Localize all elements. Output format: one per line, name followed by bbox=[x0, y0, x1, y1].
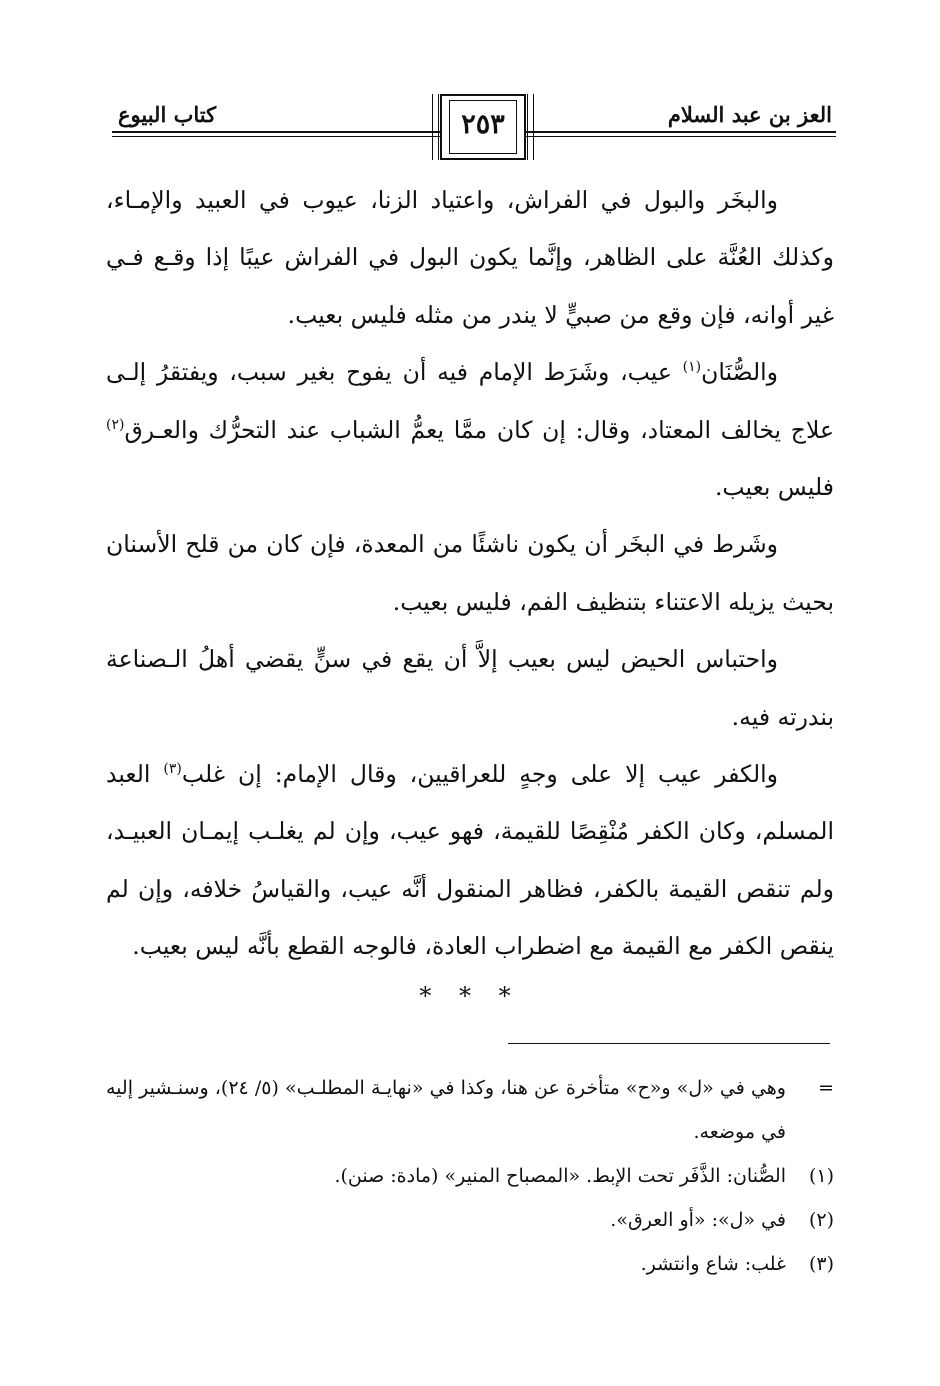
footnote-rule bbox=[508, 1043, 830, 1044]
running-header-section: كتاب البيوع bbox=[118, 102, 217, 127]
footnote bbox=[106, 1154, 834, 1198]
frame-post-right bbox=[527, 94, 534, 160]
footnote-mark: (١) bbox=[808, 1165, 834, 1187]
paragraph bbox=[106, 746, 834, 976]
paragraph: والبخَر والبول في الفراش، واعتياد الزنا، عيوب في العبيد والإمـاء، وكذلك العُنَّة على الظاهر، وإنَّما يكون البول في الفراش عيبًا إذا وقـع فـي غير أوانه، فإن وقع من صبيٍّ لا يندر من مثله فليس بعيب. bbox=[106, 186, 834, 329]
footnote bbox=[106, 1198, 834, 1242]
page-number: ٢٥٣ bbox=[461, 109, 505, 140]
footnote-ref: (١) bbox=[682, 359, 702, 376]
footnote-text: غلب: شاع وانتشر. bbox=[640, 1253, 786, 1275]
footnote-text: وهي في «ل» و«ح» متأخرة عن هنا، وكذا في «نهايـة المطلـب» (٥/ ٢٤)، وسنـشير إليه في موضعه. bbox=[106, 1077, 786, 1143]
paragraph: وشَرط في البخَر أن يكون ناشئًا من المعدة، فإن كان من قلح الأسنان بحيث يزيله الاعتناء بتنظيف الفم، فليس بعيب. bbox=[106, 530, 834, 616]
footnote-ref: (٣) bbox=[163, 761, 182, 778]
page-number-frame bbox=[440, 94, 526, 160]
footnote-text: الصُّنان: الذَّفَر تحت الإبط. «المصباح المنير» (مادة: صنن). bbox=[334, 1165, 786, 1187]
paragraph-text: العبد المسلم، وكان الكفر مُنْقِصًا للقيمة، فهو عيب، وإن لم يغلـب إيمـان العبيـد، ولم تنقص القيمة بالكفر، فظاهر المنقول أنَّه عيب، والقياسُ خلافه، وإن لم ينقص الكفر مع القيمة مع اضطراب العادة، فالوجه القطع بأنَّه ليس بعيب. bbox=[106, 760, 834, 961]
paragraph-text: والصُّنَان bbox=[701, 358, 778, 387]
main-text bbox=[106, 172, 834, 976]
footnote-ref: (٢) bbox=[106, 416, 125, 433]
footnote bbox=[106, 1066, 834, 1154]
paragraph-text: والكفر عيب إلا على وجهٍ للعراقيين، وقال الإمام: إن غلب bbox=[181, 760, 778, 789]
paragraph bbox=[106, 344, 834, 516]
footnote-mark: (٢) bbox=[808, 1209, 834, 1231]
frame-post-left bbox=[432, 94, 439, 160]
footnote-mark: (٣) bbox=[808, 1253, 834, 1275]
footnote-text: في «ل»: «أو العرق». bbox=[610, 1209, 786, 1231]
footnotes bbox=[106, 1066, 834, 1286]
paragraph-text: عيب، وشَرَط الإمام فيه أن يفوح بغير سبب، ويفتقرُ إلـى علاج يخالف المعتاد، وقال: إن كان ممَّا يعمُّ الشباب عند التحرُّك والعـرق bbox=[106, 358, 834, 444]
running-header-author: العز بن عبد السلام bbox=[667, 102, 832, 127]
footnote bbox=[106, 1242, 834, 1286]
section-separator: * * * bbox=[419, 982, 521, 1010]
paragraph-text: فليس بعيب. bbox=[714, 473, 834, 502]
footnote-mark: = bbox=[818, 1077, 834, 1099]
paragraph: واحتباس الحيض ليس بعيب إلاَّ أن يقع في سنٍّ يقضي أهلُ الـصناعة بندرته فيه. bbox=[106, 645, 834, 731]
